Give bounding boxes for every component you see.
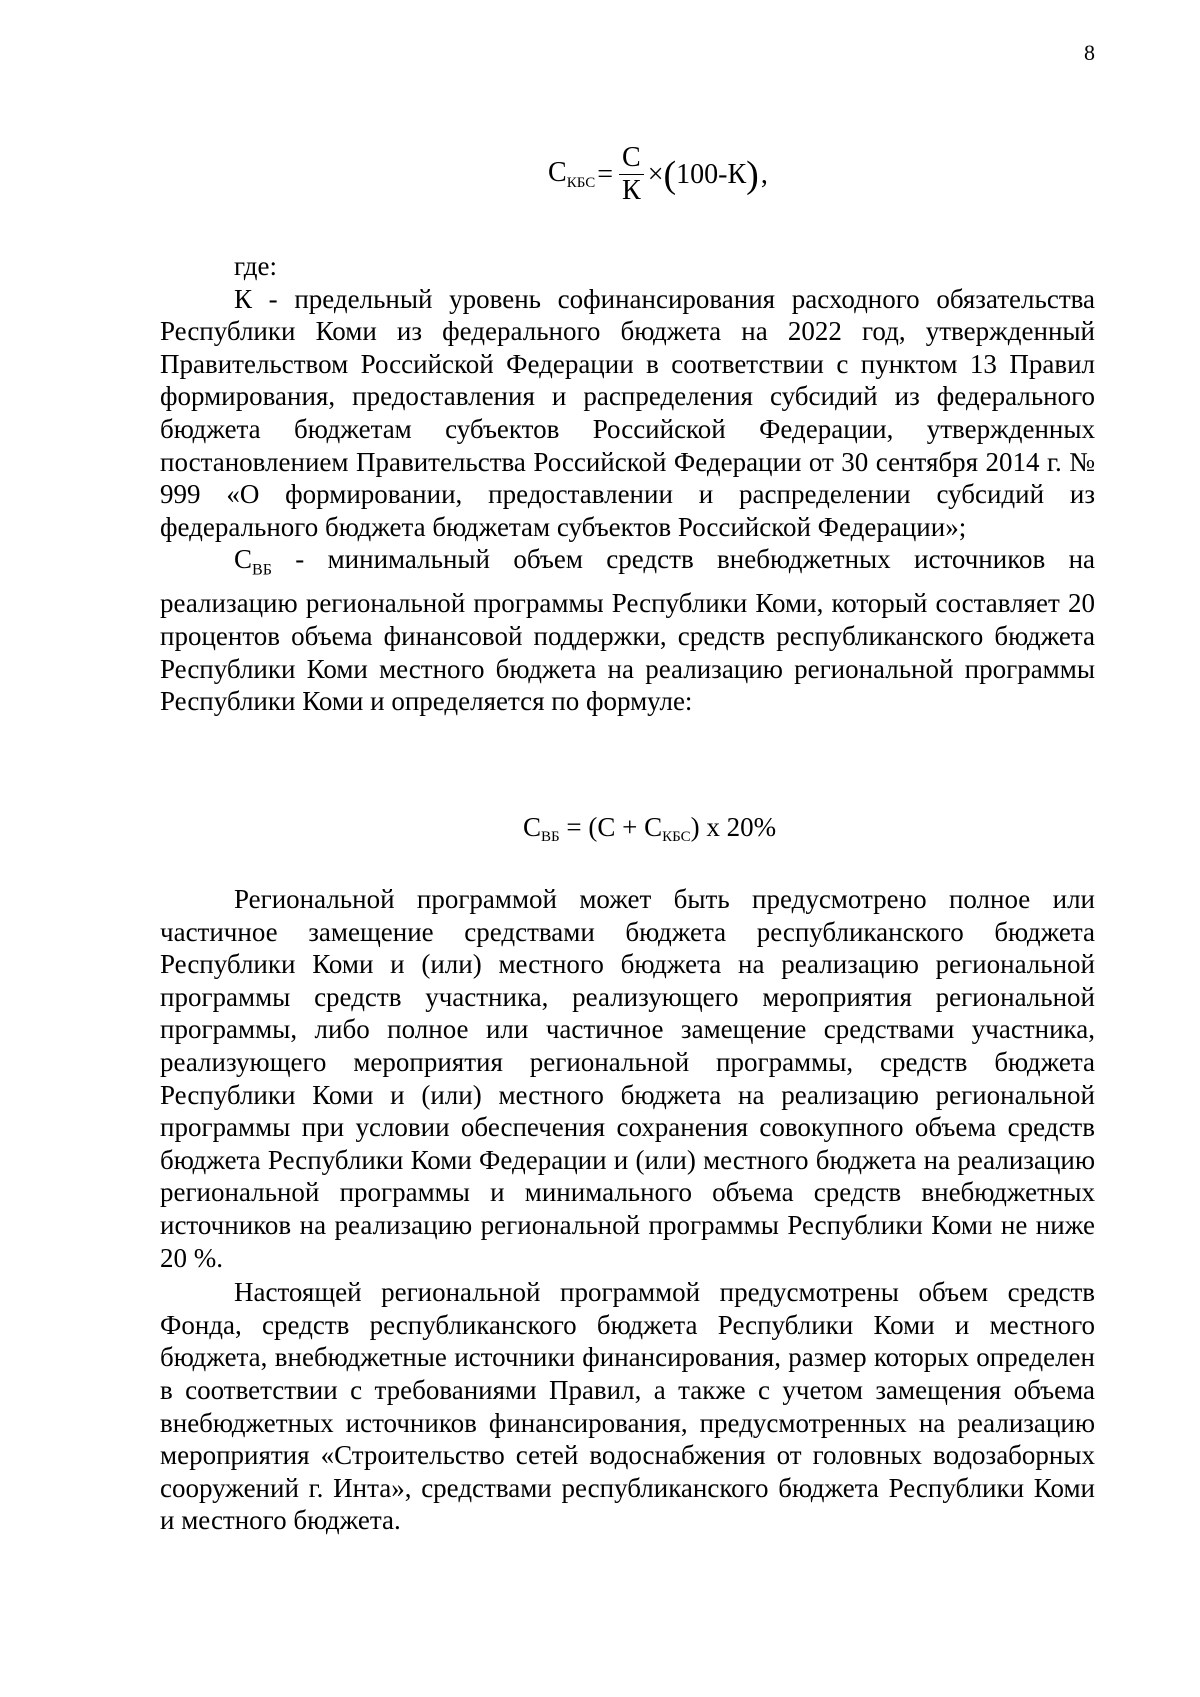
fraction-numerator: С: [619, 142, 644, 175]
body-text-top: [160, 250, 1095, 718]
paragraph-svb-definition: $С_{ВБ}$ - минимальный объем средств внебюджетных источников на реализацию региональной программы Республики Коми, который составляет 20 процентов объема финансовой поддержки, средств республиканского бюджета Республики Коми местного бюджета на реализацию региональной программы Республики Коми и определяется по формуле:: [160, 544, 1095, 717]
paragraph-replacement: Региональной программой может быть предусмотрено полное или частичное замещение средствами бюджета республиканского бюджета Республики Коми и (или) местного бюджета на реализацию региональной программы средств участника, реализующего мероприятия региональной программы, либо полное или частичное замещение средствами участника, реализующего мероприятия региональной программы, средств бюджета Республики Коми и (или) местного бюджета на реализацию региональной программы при условии обеспечения сохранения совокупного объема средств бюджета Республики Коми Федерации и (или) местного бюджета на реализацию региональной программы и минимального объема средств внебюджетных источников на реализацию региональной программы Республики Коми не ниже 20 %.: [160, 884, 1095, 1273]
formula-c-kbs: [548, 142, 768, 207]
formula-times: ×: [647, 158, 664, 190]
formula-trailing: ,: [760, 158, 768, 190]
fraction-denominator: К: [622, 175, 641, 207]
paragraph-where: где:: [234, 251, 277, 281]
formula-lhs: $С_{КБС}$: [548, 157, 596, 192]
svb-symbol: $С_{ВБ}$: [234, 544, 272, 579]
formula-fraction: [619, 142, 644, 207]
paragraph-funding: Настоящей региональной программой предусмотрены объем средств Фонда, средств республиканского бюджета Республики Коми и местного бюджета, внебюджетные источники финансирования, размер которых определен в соответствии с требованиями Правил, а также с учетом замещения объема внебюджетных источников финансирования, предусмотренных на реализацию мероприятия «Строительство сетей водоснабжения от головных водозаборных сооружений г. Инта», средствами республиканского бюджета Республики Коми и местного бюджета.: [160, 1277, 1095, 1536]
paragraph-k-definition: К - предельный уровень софинансирования расходного обязательства Республики Коми из федерального бюджета на 2022 год, утвержденный Правительством Российской Федерации в соответствии с пунктом 13 Правил формирования, предоставления и распределения субсидий из федерального бюджета бюджетам субъектов Российской Федерации, утвержденных постановлением Правительства Российской Федерации от 30 сентября 2014 г. № 999 «О формировании, предоставлении и распределении субсидий из федерального бюджета бюджетам субъектов Российской Федерации»;: [160, 283, 1095, 542]
body-text-bottom: [160, 883, 1095, 1537]
formula-open-paren: (: [663, 153, 677, 196]
page-number: 8: [1084, 40, 1095, 65]
formula-close-paren: ): [746, 153, 759, 196]
formula-equals: =: [597, 158, 614, 190]
formula-inner: 100-К: [676, 158, 747, 190]
formula-c-vb: $С_{ВБ} = (С + С_{КБС})$ х 20%: [523, 812, 777, 845]
